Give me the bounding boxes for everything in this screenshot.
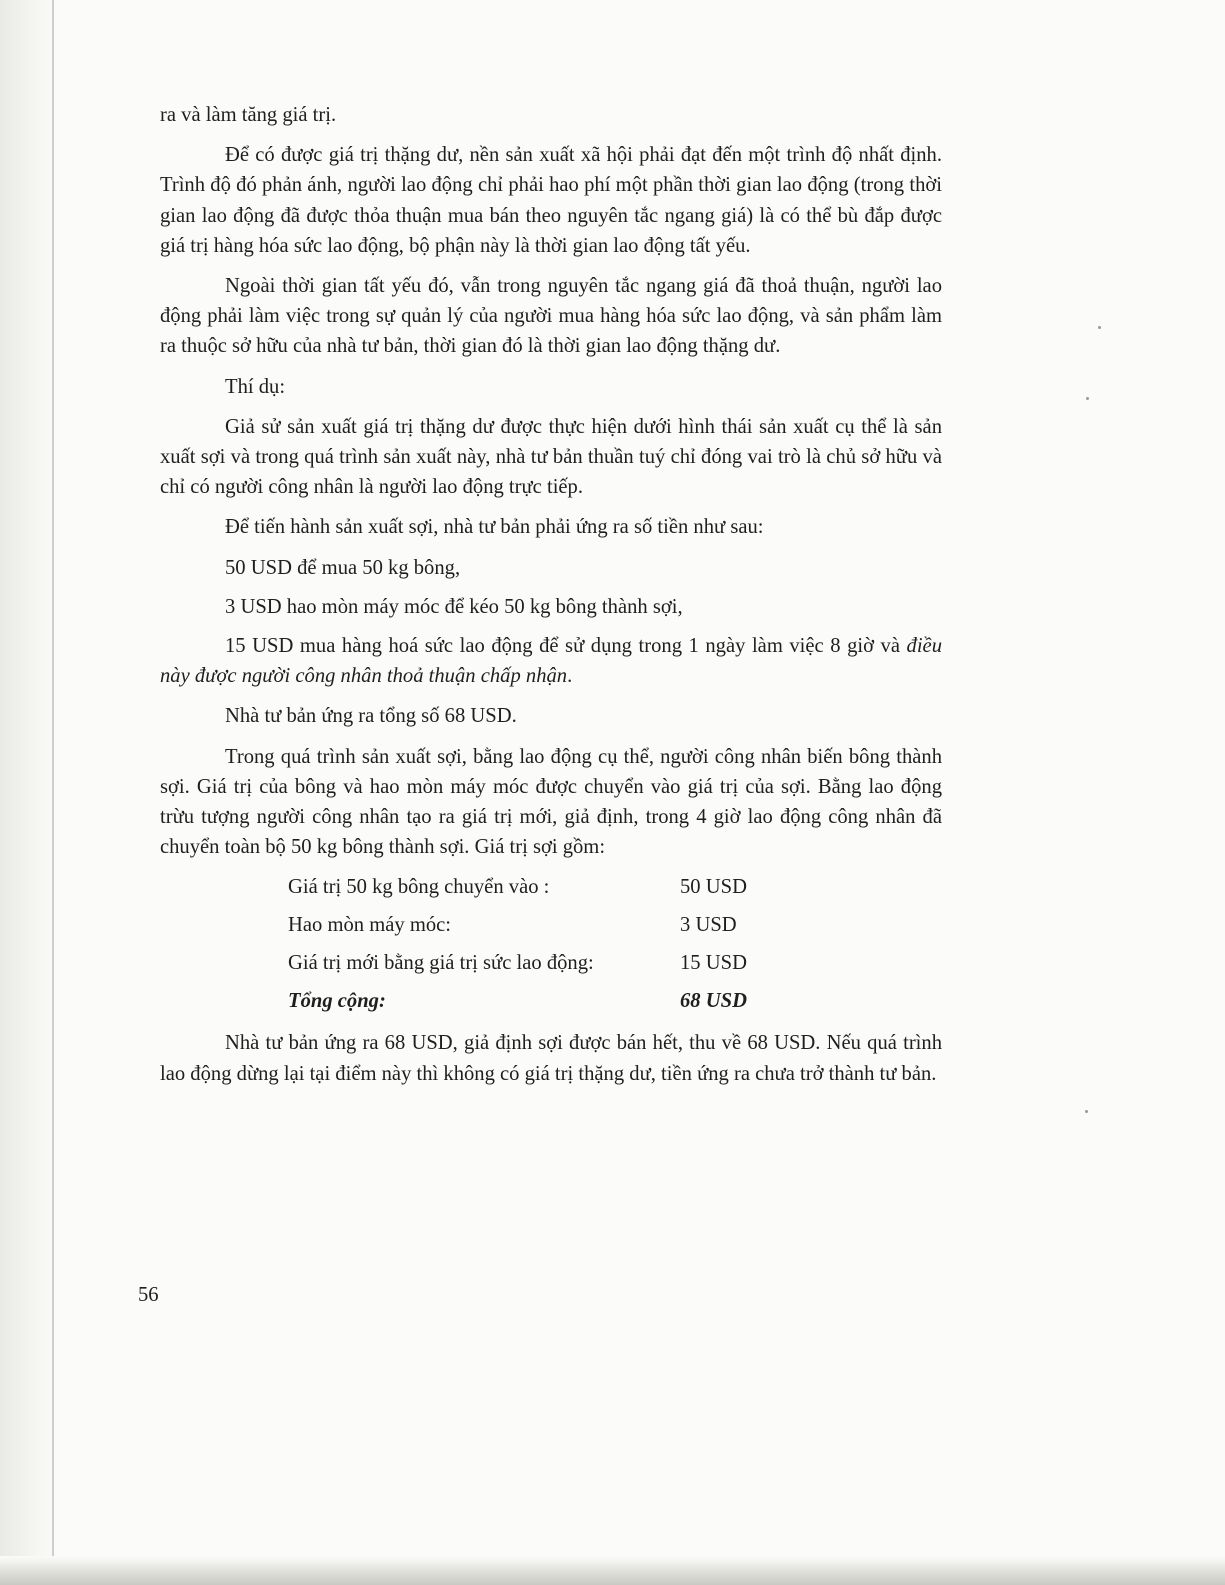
list-item-depreciation: 3 USD hao mòn máy móc để kéo 50 kg bông thành sợi, <box>225 595 683 618</box>
value-summary <box>288 868 808 1020</box>
paragraph-necessary-labor: Để có được giá trị thặng dư, nền sản xuất xã hội phải đạt đến một trình độ nhất định. Trình độ đó phản ánh, người lao động chỉ phải hao phí một phần thời gian lao động (trong thời gian lao động đã được thỏa thuận mua bán theo nguyên tắc ngang giá) là có thể bù đắp được giá trị hàng hóa sức lao động, bộ phận này là thời gian lao động tất yếu. <box>160 144 942 257</box>
summary-row <box>288 944 808 982</box>
page-body <box>160 100 942 1099</box>
paragraph-conclusion: Nhà tư bản ứng ra 68 USD, giả định sợi được bán hết, thu về 68 USD. Nếu quá trình lao động dừng lại tại điểm này thì không có giá trị thặng dư, tiền ứng ra chưa trở thành tư bản. <box>160 1032 942 1085</box>
example-heading: Thí dụ: <box>225 375 286 398</box>
summary-row <box>288 906 808 944</box>
summary-value: 15 USD <box>680 952 747 975</box>
scan-binding-line <box>52 0 54 1585</box>
summary-label: Giá trị mới bằng giá trị sức lao động: <box>288 952 594 975</box>
page-number: 56 <box>138 1284 159 1306</box>
scan-shadow-bottom <box>0 1556 1225 1585</box>
summary-label: Hao mòn máy móc: <box>288 914 452 937</box>
summary-total-value: 68 USD <box>680 990 747 1013</box>
summary-label: Giá trị 50 kg bông chuyển vào : <box>288 876 550 899</box>
paragraph-advance: Để tiến hành sản xuất sợi, nhà tư bản phải ứng ra số tiền như sau: <box>225 516 764 539</box>
labor-agreement-italic: điều này được người công nhân thoả thuận chấp nhận <box>160 635 942 688</box>
labor-text: 15 USD mua hàng hoá sức lao động để sử dụng trong 1 ngày làm việc 8 giờ và <box>225 635 907 658</box>
list-item-labor <box>160 631 942 691</box>
paragraph-intro: ra và làm tăng giá trị. <box>160 104 337 126</box>
paragraph-example: Giả sử sản xuất giá trị thặng dư được thực hiện dưới hình thái sản xuất cụ thể là sản xuất sợi và trong quá trình sản xuất này, nhà tư bản thuần tuý chỉ đóng vai trò là chủ sở hữu và chỉ có người công nhân là người lao động trực tiếp. <box>160 415 942 499</box>
scan-speck <box>1086 397 1089 400</box>
paragraph-production-process: Trong quá trình sản xuất sợi, bằng lao động cụ thể, người công nhân biến bông thành sợi. Giá trị của bông và hao mòn máy móc được chuyển vào giá trị của sợi. Bằng lao động trừu tượng người công nhân tạo ra giá trị mới, giả định, trong 4 giờ lao động công nhân đã chuyển toàn bộ 50 kg bông thành sợi. Giá trị sợi gồm: <box>160 745 942 859</box>
paragraph-surplus-labor: Ngoài thời gian tất yếu đó, vẫn trong nguyên tắc ngang giá đã thoả thuận, người lao động phải làm việc trong sự quản lý của người mua hàng hóa sức lao động, và sản phẩm làm ra thuộc sở hữu của nhà tư bản, thời gian đó là thời gian lao động thặng dư. <box>160 275 942 358</box>
labor-period: . <box>567 665 573 688</box>
summary-value: 3 USD <box>680 914 737 937</box>
paragraph-total-advance: Nhà tư bản ứng ra tổng số 68 USD. <box>225 705 517 728</box>
scan-shadow-left <box>0 0 58 1585</box>
summary-total-row <box>288 982 808 1020</box>
list-item-cotton: 50 USD để mua 50 kg bông, <box>225 556 461 579</box>
summary-total-label: Tổng cộng: <box>288 990 386 1013</box>
scan-speck <box>1085 1110 1088 1113</box>
summary-value: 50 USD <box>680 876 747 899</box>
scan-speck <box>1098 326 1101 329</box>
summary-row <box>288 868 808 906</box>
